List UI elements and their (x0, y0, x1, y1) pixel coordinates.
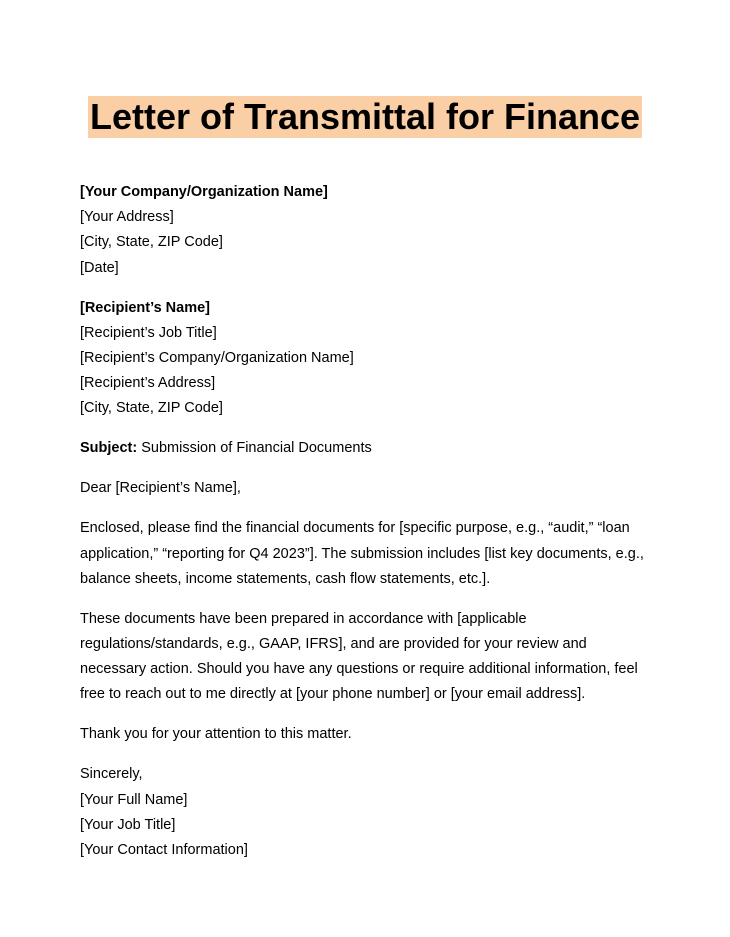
sender-address: [Your Address] (80, 209, 174, 226)
sender-block (80, 180, 660, 281)
signer-job-title: [Your Job Title] (80, 816, 176, 833)
paragraph-line: Enclosed, please find the financial documents for [specific purpose, e.g., “audit,” “loan (80, 520, 630, 537)
signer-contact: [Your Contact Information] (80, 842, 248, 859)
salutation-block (80, 476, 660, 501)
sender-date: [Date] (80, 259, 119, 276)
paragraph-line: These documents have been prepared in accordance with [applicable (80, 610, 527, 627)
recipient-name: [Recipient’s Name] (80, 299, 210, 316)
valediction: Sincerely, (80, 766, 143, 783)
sender-company: [Your Company/Organization Name] (80, 184, 328, 200)
paragraph-line: necessary action. Should you have any questions or require additional information, feel (80, 661, 638, 678)
closing-block (80, 762, 660, 863)
recipient-job-title: [Recipient’s Job Title] (80, 324, 217, 341)
paragraph-line: application,” “reporting for Q4 2023”]. The submission includes [list key documents, e.g., (80, 545, 644, 562)
salutation: Dear [Recipient’s Name], (80, 480, 241, 497)
recipient-city-state-zip: [City, State, ZIP Code] (80, 400, 223, 417)
recipient-block (80, 296, 660, 422)
subject-text: Submission of Financial Documents (137, 440, 372, 457)
paragraph-line: regulations/standards, e.g., GAAP, IFRS], and are provided for your review and (80, 636, 587, 653)
body-paragraph-2 (80, 607, 660, 708)
paragraph-line: balance sheets, income statements, cash flow statements, etc.]. (80, 570, 491, 587)
recipient-address: [Recipient’s Address] (80, 375, 216, 392)
recipient-company: [Recipient’s Company/Organization Name] (80, 350, 354, 367)
paragraph-line: Thank you for your attention to this matter. (80, 726, 352, 743)
signer-full-name: [Your Full Name] (80, 791, 188, 808)
subject-line (80, 436, 660, 461)
subject-label: Subject: (80, 440, 138, 457)
paragraph-line: free to reach out to me directly at [your phone number] or [your email address]. (80, 686, 586, 703)
sender-city-state-zip: [City, State, ZIP Code] (80, 234, 223, 251)
body-paragraph-1 (80, 516, 660, 592)
title-container (0, 96, 730, 138)
letter-body (80, 180, 660, 878)
document-title: Letter of Transmittal for Finance (89, 96, 641, 137)
body-paragraph-3 (80, 722, 660, 747)
